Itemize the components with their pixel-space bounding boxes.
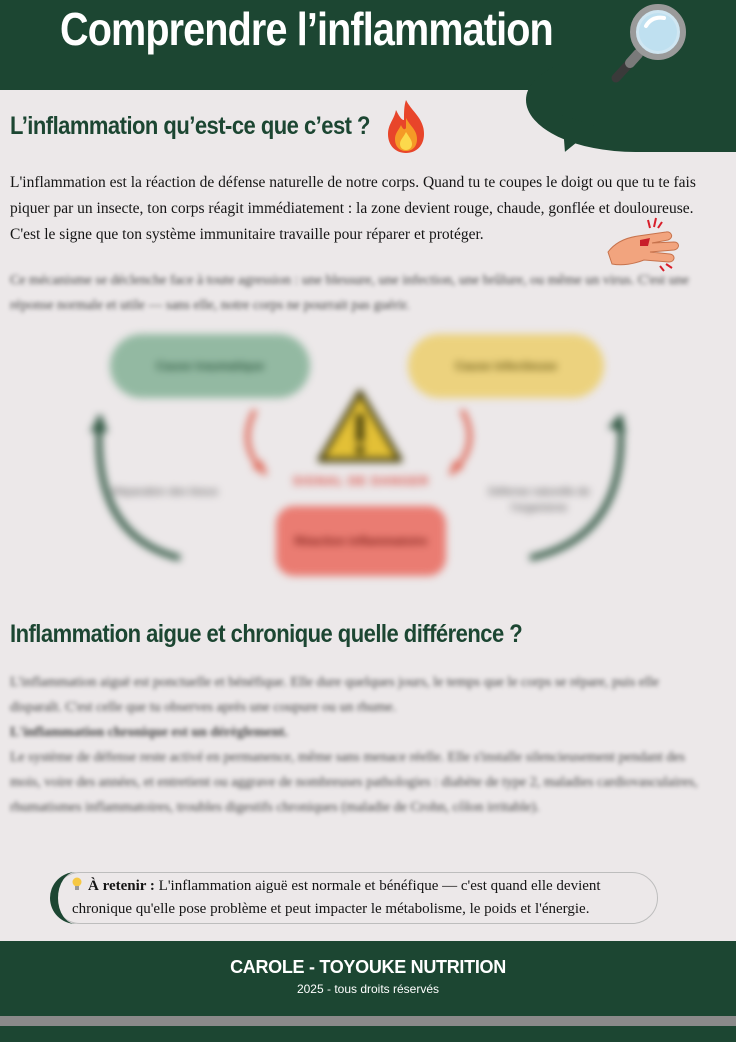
injured-hand-icon [604, 216, 684, 272]
cause-infectious-pill: Cause infectieuse [408, 334, 604, 398]
cause-traumatic-pill: Cause traumatique [110, 334, 310, 398]
magnifier-icon [608, 4, 692, 84]
inflammatory-reaction-pill: Réaction inflammatoire [276, 506, 446, 576]
tissue-repair-label: Réparation des tissus [112, 486, 218, 498]
footer-brand: CAROLE - TOYOUKE NUTRITION [230, 957, 506, 977]
section2-blurred-text [10, 670, 700, 820]
lightbulb-icon [72, 877, 82, 891]
footer-copyright: 2025 - tous droits réservés [296, 982, 440, 996]
natural-defense-label: Défense naturelle de l'organisme [488, 486, 590, 514]
callout-text [72, 875, 652, 921]
page-title: Comprendre l’inflammation [60, 3, 553, 55]
acute-description: L'inflammation aiguë est ponctuelle et bénéfique. Elle dure quelques jours, le temps que le corps se répare, puis elle disparaît. C'est celle que tu observes après une coupure ou un rhume. [10, 675, 660, 715]
callout-body: L'inflammation aiguë est normale et bénéfique — c'est quand elle devient chronique qu'elle pose problème et peut impacter le métabolisme, le poids et l'énergie. [72, 878, 601, 917]
footer-divider [0, 1016, 736, 1026]
section2-heading: Inflammation aigue et chronique quelle différence ? [10, 620, 523, 648]
section1-blurred-paragraph: Ce mécanisme se déclenche face à toute agression : une blessure, une infection, une brûlure, ou même un virus. C'est une réponse normale et utile — sans elle, notre corps ne pourrait pas guérir. [10, 273, 689, 313]
chronic-description: Le système de défense reste activé en permanence, même sans menace réelle. Elle s'installe silencieusement pendant des mois, voire des années, et entretient ou aggrave de nombreuses pathologies : diabète de type 2, maladies cardiovasculaires, rhumatismes inflammatoires, troubles digestifs chroniques (maladie de Crohn, côlon irritable). [10, 750, 698, 815]
flame-icon [384, 98, 428, 154]
danger-signal-label: SIGNAL DE DANGER [292, 474, 430, 488]
callout-label: À retenir : [88, 878, 155, 894]
inflammation-cycle-diagram [90, 326, 650, 586]
section1-paragraph: L'inflammation est la réaction de défense naturelle de notre corps. Quand tu te coupes le doigt ou que tu te fais piquer par un insecte, ton corps réagit immédiatement : la zone devient rouge, chaude, gonflée et douloureuse. C'est le signe que ton système immunitaire travaille pour réparer et protéger. [10, 174, 696, 243]
chronic-lead: L'inflammation chronique est un dérèglement. [10, 725, 288, 740]
section1-heading: L’inflammation qu’est-ce que c’est ? [10, 112, 370, 140]
